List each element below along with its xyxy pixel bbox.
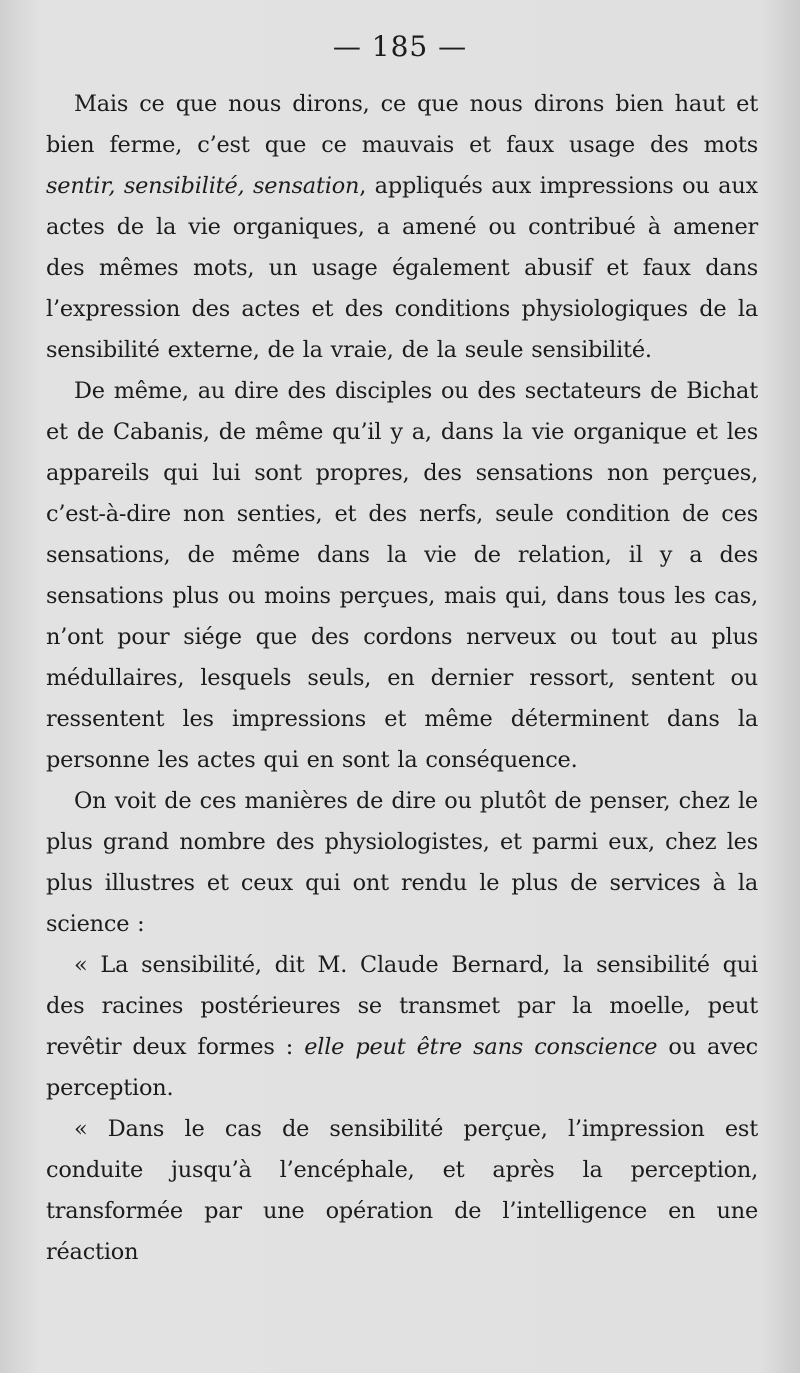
- paragraph-4-text: « La sensibilité, dit M. Claude Bernard, la sensibilité qui des racines postérieures se transmet par la moelle, peut revêtir deux formes :: [46, 952, 758, 1060]
- paragraph-1: [46, 84, 758, 371]
- paragraph-3-text: On voit de ces manières de dire ou plutôt de penser, chez le plus grand nombre des physiologistes, et parmi eux, chez les plus illustres et ceux qui ont rendu le plus de services à la science :: [46, 788, 758, 937]
- paragraph-2-text: De même, au dire des disciples ou des sectateurs de Bichat et de Cabanis, de même qu’il y a, dans la vie organique et les appareils qui lui sont propres, des sensations non perçues, c’est-à-dire non senties, et des nerfs, seule condition de ces sensations, de même dans la vie de relation, il y a des sensations plus ou moins perçues, mais qui, dans tous les cas, n’ont pour siége que des cordons nerveux ou tout au plus médullaires, lesquels seuls, en dernier ressort, sentent ou ressentent les impressions et même déterminent dans la personne les actes qui en sont la conséquence.: [46, 378, 758, 773]
- paragraph-4-quote: [46, 945, 758, 1109]
- page-body: [46, 84, 758, 1273]
- paragraph-1-text: Mais ce que nous dirons, ce que nous dirons bien haut et bien ferme, c’est que ce mauvais et faux usage des mots: [46, 91, 758, 158]
- paragraph-1-text-end: , appliqués aux impressions ou aux actes de la vie organiques, a amené ou contribué à amener des mêmes mots, un usage également abusif et faux dans l’expression des actes et des conditions physiologiques de la sensibilité externe, de la vraie, de la seule sensibilité.: [46, 173, 758, 363]
- paragraph-4-text-end: ou avec perception.: [46, 1034, 759, 1101]
- paragraph-3: [46, 781, 758, 945]
- page-number: — 185 —: [332, 30, 468, 63]
- paragraph-1-italic: sentir, sensibilité, sensation: [46, 173, 360, 199]
- paragraph-2: [46, 371, 758, 781]
- paragraph-5-quote: [46, 1109, 758, 1273]
- paragraph-4-italic: elle peut être sans conscience: [304, 1034, 658, 1060]
- paragraph-5-text: « Dans le cas de sensibilité perçue, l’impression est conduite jusqu’à l’encéphale, et après la perception, transformée par une opération de l’intelligence en une réaction: [46, 1116, 758, 1265]
